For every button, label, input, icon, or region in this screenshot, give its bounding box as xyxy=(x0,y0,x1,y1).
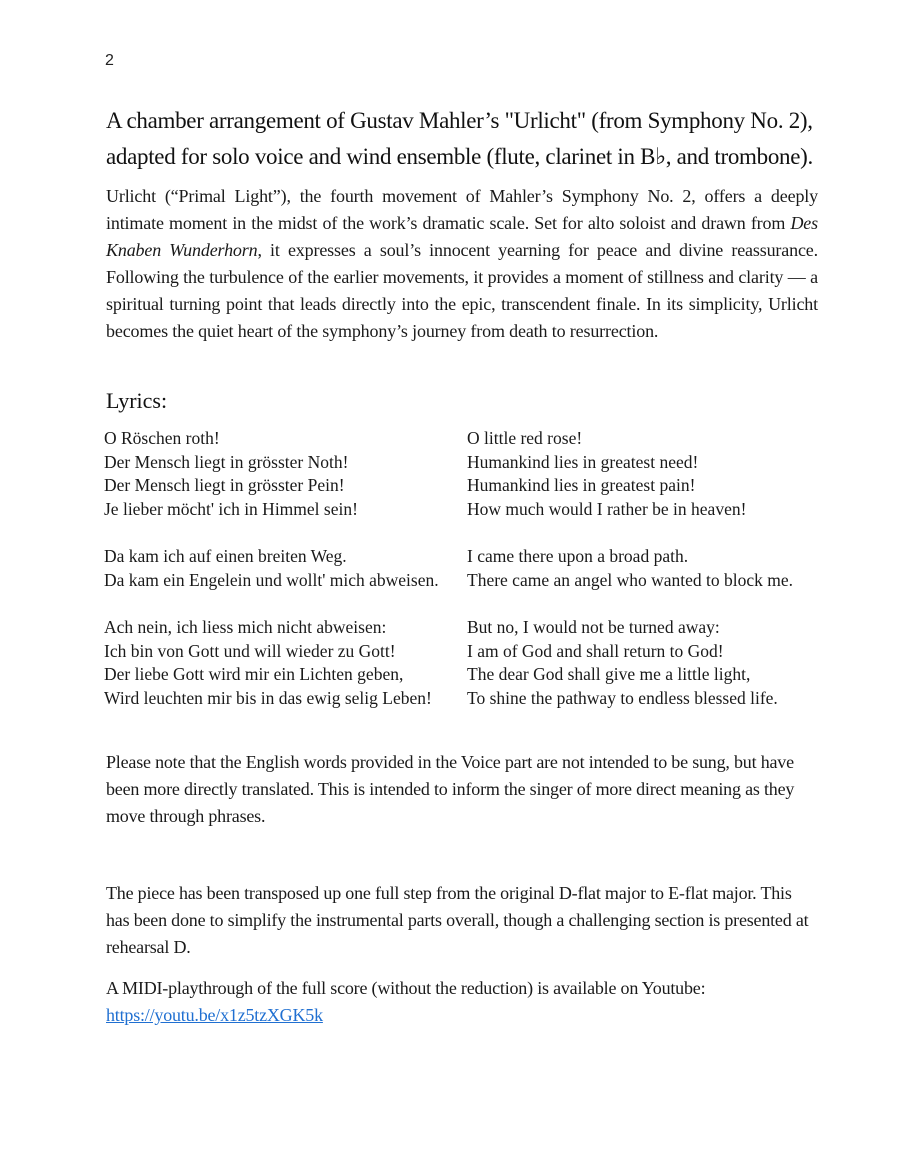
german-line: Ach nein, ich liess mich nicht abweisen: xyxy=(104,617,387,637)
youtube-link[interactable]: https://youtu.be/x1z5tzXGK5k xyxy=(106,1005,323,1025)
english-column xyxy=(467,616,837,710)
english-line: But no, I would not be turned away: xyxy=(467,617,720,637)
english-line: To shine the pathway to endless blessed life. xyxy=(467,687,778,708)
page-number: 2 xyxy=(105,52,114,69)
intro-text-before: Urlicht (“Primal Light”), the fourth movement of Mahler’s Symphony No. 2, offers a deeply intimate moment in the midst of the work’s dramatic scale. Set for alto soloist and drawn from xyxy=(106,186,818,233)
document-title xyxy=(106,103,826,175)
german-line: Wird leuchten mir bis in das ewig selig Leben! xyxy=(104,687,432,708)
lyrics-table xyxy=(104,427,844,734)
midi-note xyxy=(106,975,818,1029)
german-line: Da kam ich auf einen breiten Weg. xyxy=(104,546,347,566)
stanza-1 xyxy=(104,427,844,521)
german-column xyxy=(104,427,467,521)
midi-note-text: A MIDI-playthrough of the full score (without the reduction) is available on Youtube: xyxy=(106,978,706,998)
english-line: There came an angel who wanted to block me. xyxy=(467,569,794,590)
intro-paragraph xyxy=(106,183,818,345)
english-line: Humankind lies in greatest need! xyxy=(467,451,699,472)
english-column xyxy=(467,545,837,592)
english-line: Humankind lies in greatest pain! xyxy=(467,475,696,495)
german-column xyxy=(104,616,467,710)
german-line: Der liebe Gott wird mir ein Lichten geben, xyxy=(104,664,404,684)
stanza-2 xyxy=(104,545,844,592)
german-column xyxy=(104,545,467,592)
german-line: Der Mensch liegt in grösster Pein! xyxy=(104,475,345,495)
intro-text-after: , it expresses a soul’s innocent yearning for peace and divine reassurance. Following the turbulence of the earlier movements, it provides a moment of stillness and clarity — a spiritual turning point that leads directly into the epic, transcendent finale. In its simplicity, Urlicht becomes the quiet heart of the symphony’s journey from death to resurrection. xyxy=(106,240,818,341)
english-column xyxy=(467,427,837,521)
transposition-note: The piece has been transposed up one full step from the original D-flat major to E-flat major. This has been done to simplify the instrumental parts overall, though a challenging section is presented at rehearsal D. xyxy=(106,883,809,957)
german-line: O Röschen roth! xyxy=(104,428,220,448)
english-line: How much would I rather be in heaven! xyxy=(467,498,747,519)
title-line-2: adapted for solo voice and wind ensemble (flute, clarinet in B♭, and trombone). xyxy=(106,144,813,169)
german-line: Da kam ein Engelein und wollt' mich abweisen. xyxy=(104,569,439,590)
title-line-1: A chamber arrangement of Gustav Mahler’s "Urlicht" (from Symphony No. 2), xyxy=(106,108,813,133)
english-line: O little red rose! xyxy=(467,428,583,448)
german-line: Der Mensch liegt in grösster Noth! xyxy=(104,451,349,472)
english-line: The dear God shall give me a little light, xyxy=(467,664,751,684)
german-line: Ich bin von Gott und will wieder zu Gott! xyxy=(104,640,396,661)
translation-note: Please note that the English words provided in the Voice part are not intended to be sung, but have been more directly translated. This is intended to inform the singer of more direct meaning as they move through phrases. xyxy=(106,752,795,826)
german-line: Je lieber möcht' ich in Himmel sein! xyxy=(104,498,358,519)
lyrics-heading: Lyrics: xyxy=(106,388,168,413)
english-line: I came there upon a broad path. xyxy=(467,546,689,566)
intro-source-title: Des Knaben Wunderhorn xyxy=(106,213,818,260)
english-line: I am of God and shall return to God! xyxy=(467,640,724,661)
stanza-3 xyxy=(104,616,844,710)
